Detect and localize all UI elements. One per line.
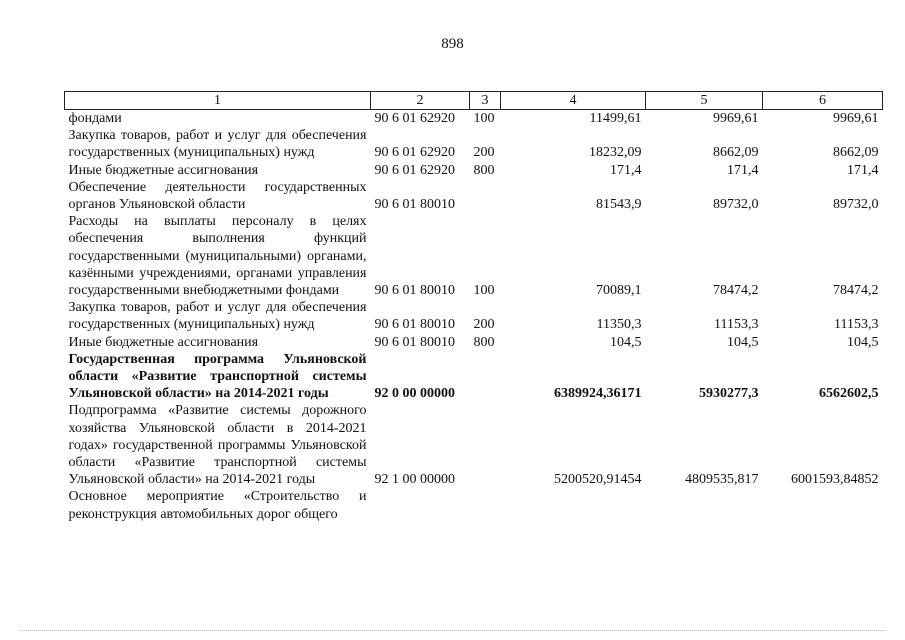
row-value-col5-cell: 5930277,3 [699,386,759,402]
page-number: 898 [441,36,464,52]
column-header-1: 1 [65,92,371,110]
row-value-col4-cell: 18232,09 [589,145,642,161]
row-name-cell: фондами [68,111,122,126]
row-value-col5-cell: 11153,3 [714,317,759,333]
row-value-col4-cell [501,488,646,522]
row-name-cell: Подпрограмма «Развитие системы дорожного хозяйства Ульяновской области в 2014-2021 годах» государственной программы Ульяновской области «Развитие транспортной системы Ульяновской области» на 2014-2021 годы [68,403,367,488]
row-expense-type-cell: 100 [473,283,495,299]
table-row [65,213,883,299]
row-value-col5-cell: 171,4 [727,162,759,178]
column-header-5: 5 [646,92,763,110]
table-header-row [65,92,883,110]
row-expense-type-cell: 100 [473,111,495,126]
row-value-col6-cell: 104,5 [847,334,879,350]
column-header-4: 4 [501,92,646,110]
row-code-cell: 92 0 00 00000 [374,386,455,402]
row-expense-type-cell: 800 [473,162,495,178]
row-value-col4-cell: 70089,1 [596,283,642,299]
row-name-cell: Основное мероприятие «Строительство и реконструкция автомобильных дорог общего [68,489,367,522]
row-code-cell: 90 6 01 80010 [374,317,455,333]
row-value-col5-cell: 89732,0 [713,197,759,213]
row-expense-type-cell: 200 [473,145,495,161]
row-code-cell: 90 6 01 62920 [374,162,455,178]
table-body [65,110,883,523]
row-value-col4-cell: 11499,61 [589,111,642,126]
row-expense-type-cell: 800 [473,334,495,350]
row-name-cell: Иные бюджетные ассигнования [68,334,259,350]
table-row [65,162,883,179]
table-row [65,127,883,161]
table-row [65,402,883,488]
row-code-cell [371,488,470,522]
row-code-cell: 90 6 01 62920 [374,145,455,161]
row-value-col5-cell [646,488,763,522]
row-value-col5-cell: 78474,2 [713,283,759,299]
row-name-cell: Закупка товаров, работ и услуг для обеспечения государственных (муниципальных) нужд [68,128,367,161]
scan-edge-artifact [20,630,885,632]
column-header-2: 2 [371,92,470,110]
row-value-col4-cell: 5200520,91454 [554,472,642,488]
table-row [65,299,883,333]
row-value-col4-cell: 6389924,36171 [554,386,642,402]
row-expense-type-cell [470,179,501,213]
row-name-cell: Обеспечение деятельности государственных органов Ульяновской области [68,179,367,213]
table-row [65,351,883,403]
row-value-col4-cell: 81543,9 [596,197,642,213]
table-row [65,488,883,522]
row-value-col6-cell: 6001593,84852 [791,472,879,488]
budget-table [64,91,883,523]
table-row [65,334,883,351]
row-name-cell: Закупка товаров, работ и услуг для обеспечения государственных (муниципальных) нужд [68,300,367,333]
row-value-col5-cell: 104,5 [727,334,759,350]
row-code-cell: 90 6 01 80010 [374,283,455,299]
table-row [65,179,883,213]
column-header-3: 3 [470,92,501,110]
row-expense-type-cell [470,351,501,403]
row-value-col5-cell: 4809535,817 [685,472,759,488]
row-name-cell: Государственная программа Ульяновской области «Развитие транспортной системы Ульяновской области» на 2014-2021 годы [68,351,367,402]
row-value-col4-cell: 11350,3 [596,317,642,333]
table-row [65,110,883,128]
row-code-cell: 90 6 01 80010 [374,197,455,213]
row-value-col5-cell: 9969,61 [713,111,759,126]
row-value-col6-cell: 9969,61 [833,111,879,126]
row-expense-type-cell [470,402,501,488]
row-name-cell: Расходы на выплаты персоналу в целях обеспечения выполнения функций государственными (муниципальными) органами, казёнными учреждениями, органами управления государственными внебюджетными фондами [68,214,367,299]
column-header-6: 6 [763,92,883,110]
row-code-cell: 92 1 00 00000 [374,472,455,488]
row-expense-type-cell: 200 [473,317,495,333]
row-value-col5-cell: 8662,09 [713,145,759,161]
row-expense-type-cell [470,488,501,522]
row-code-cell: 90 6 01 62920 [374,111,455,126]
row-value-col6-cell: 8662,09 [833,145,879,161]
row-value-col6-cell [763,488,883,522]
row-name-cell: Иные бюджетные ассигнования [68,162,259,178]
row-value-col4-cell: 104,5 [610,334,642,350]
row-value-col6-cell: 89732,0 [833,197,879,213]
row-value-col6-cell: 11153,3 [834,317,879,333]
row-value-col6-cell: 6562602,5 [819,386,879,402]
row-value-col6-cell: 171,4 [847,162,879,178]
row-value-col6-cell: 78474,2 [833,283,879,299]
row-code-cell: 90 6 01 80010 [374,334,455,350]
row-value-col4-cell: 171,4 [610,162,642,178]
